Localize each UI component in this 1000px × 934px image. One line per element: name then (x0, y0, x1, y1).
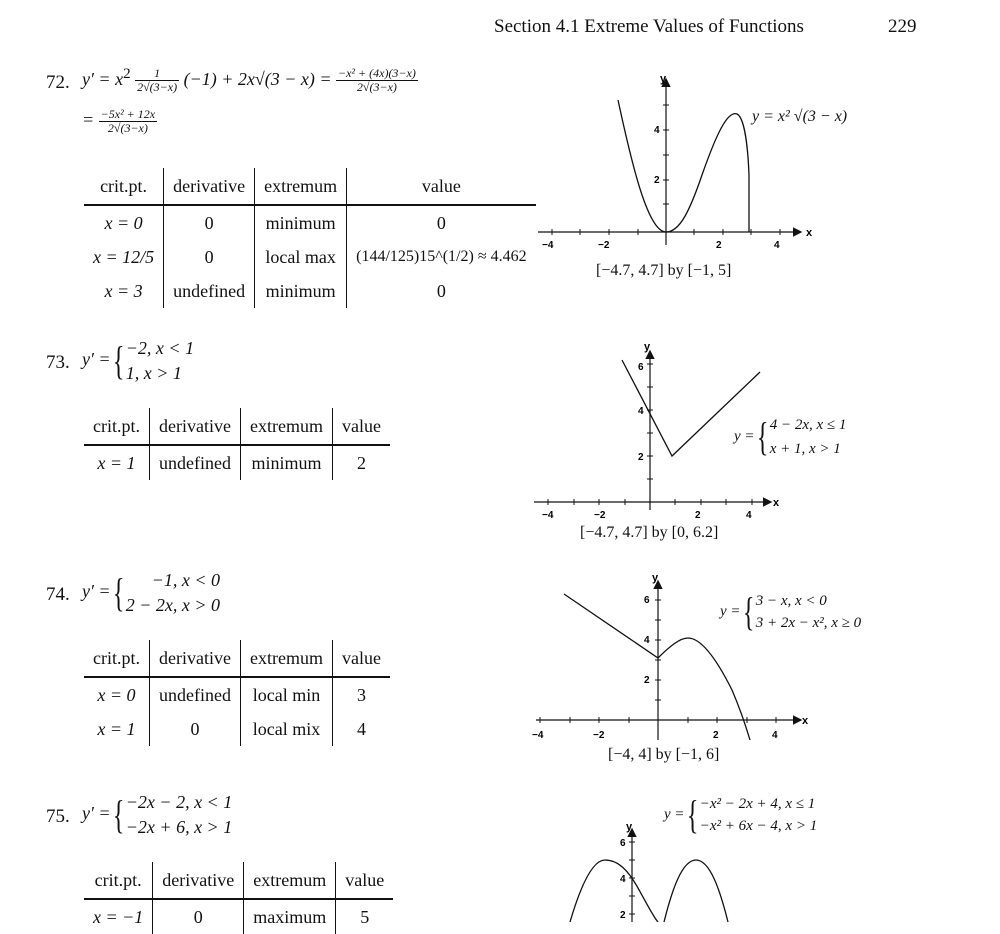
curve (664, 860, 728, 922)
crit-table-72 (84, 168, 536, 308)
table-row (84, 677, 390, 712)
problem-73-derivative: y′ ={ −2, x < 1 1, x > 1 (82, 338, 195, 383)
tick-label: 6 (644, 595, 650, 606)
cell: x = 12/5 (93, 246, 155, 267)
cell: 5 (336, 899, 393, 934)
x-axis-label: x (806, 227, 813, 239)
crit-table-74 (84, 640, 390, 746)
graph-74-function: y ={ 3 − x, x < 0 3 + 2x − x², x ≥ 0 (720, 589, 862, 634)
cell: 2 (332, 445, 389, 480)
cell: local min (240, 677, 332, 712)
cell: local max (255, 240, 347, 274)
cell: undefined (150, 445, 241, 480)
table-row (84, 240, 536, 274)
cell: x = 0 (104, 212, 143, 233)
col-header: value (332, 408, 389, 445)
tick-label: −4 (542, 510, 554, 520)
cell: x = 1 (97, 718, 136, 739)
graph-73-function: y ={ 4 − 2x, x ≤ 1 x + 1, x > 1 (734, 414, 847, 459)
tick-label: 2 (716, 240, 722, 250)
cell: x = 1 (97, 452, 136, 473)
tick-label: −4 (532, 730, 544, 741)
graph-75-function: y ={ −x² − 2x + 4, x ≤ 1 −x² + 6x − 4, x > 1 (664, 792, 818, 837)
graph-72-function: y = x² √(3 − x) (752, 108, 848, 125)
col-header: value (347, 168, 536, 205)
cell: minimum (255, 205, 347, 240)
col-header: derivative (153, 862, 244, 899)
tick-label: 6 (638, 362, 644, 373)
col-header: crit.pt. (84, 168, 164, 205)
col-header: extremum (240, 640, 332, 677)
problem-73-number: 73. (46, 352, 70, 373)
problem-72-derivative: $y' = x^2$ $\frac{1}{2√(3-x)}$ (−1) + 2x√(3 − x) = $\frac{\text{−x² + (4x)(3−x)}}{2√(3-x)}$ (82, 66, 416, 95)
y-axis-label: y (626, 821, 633, 833)
tick-label: −2 (593, 730, 605, 741)
tick-label: 4 (774, 240, 780, 250)
tick-label: 2 (638, 452, 644, 463)
x-axis-label: x (773, 497, 780, 509)
page-number: 229 (888, 16, 917, 37)
tick-label: −2 (598, 240, 610, 250)
tick-label: 4 (746, 510, 752, 520)
col-header: crit.pt. (84, 862, 153, 899)
y-axis-label: y (660, 73, 667, 85)
table-header (84, 408, 390, 445)
tick-label: 4 (638, 406, 644, 417)
section-title: Section 4.1 Extreme Values of Functions (494, 16, 804, 37)
y-axis-label: y (652, 572, 659, 584)
problem-75-number: 75. (46, 806, 70, 827)
table-header (84, 168, 536, 205)
problem-74-derivative: y′ ={ −1, x < 0 2 − 2x, x > 0 (82, 570, 221, 615)
cell: x = 3 (104, 280, 143, 301)
col-header: crit.pt. (84, 408, 150, 445)
cell: 0 (347, 274, 536, 308)
col-header: extremum (244, 862, 336, 899)
tick-label: 2 (644, 675, 650, 686)
table-row (84, 205, 536, 240)
tick-label: 2 (620, 910, 626, 921)
graph-72-window: [−4.7, 4.7] by [−1, 5] (596, 262, 732, 279)
cell: maximum (244, 899, 336, 934)
table-row (84, 899, 393, 934)
tick-label: 4 (620, 874, 626, 885)
table-row (84, 445, 390, 480)
cell: undefined (150, 677, 241, 712)
crit-table-75 (84, 862, 393, 934)
cell: 0 (347, 205, 536, 240)
cell: x = −1 (93, 906, 144, 927)
table-header (84, 640, 390, 677)
col-header: value (332, 640, 389, 677)
tick-label: 4 (772, 730, 778, 741)
col-header: derivative (150, 640, 241, 677)
cell: local mix (240, 712, 332, 746)
problem-74-number: 74. (46, 584, 70, 605)
graph-74-window: [−4, 4] by [−1, 6] (608, 746, 720, 763)
crit-table-73 (84, 408, 390, 480)
cell: 0 (164, 240, 255, 274)
table-row (84, 274, 536, 308)
table-row (84, 712, 390, 746)
cell: (144/125)15^(1/2) ≈ 4.462 (347, 240, 536, 274)
col-header: derivative (164, 168, 255, 205)
col-header: extremum (240, 408, 332, 445)
cell: 3 (332, 677, 389, 712)
cell: 0 (150, 712, 241, 746)
tick-label: −4 (542, 240, 554, 250)
y-axis-label: y (644, 341, 651, 353)
cell: minimum (240, 445, 332, 480)
x-axis-label: x (802, 715, 809, 727)
cell: undefined (164, 274, 255, 308)
col-header: value (336, 862, 393, 899)
table-header (84, 862, 393, 899)
cell: 4 (332, 712, 389, 746)
cell: 0 (164, 205, 255, 240)
cell: x = 0 (97, 684, 136, 705)
col-header: derivative (150, 408, 241, 445)
graph-73-window: [−4.7, 4.7] by [0, 6.2] (580, 524, 719, 541)
curve (618, 100, 749, 232)
problem-75-derivative: y′ ={ −2x − 2, x < 1 −2x + 6, x > 1 (82, 792, 233, 837)
tick-label: 6 (620, 838, 626, 849)
tick-label: −2 (594, 510, 606, 520)
tick-label: 2 (654, 175, 660, 186)
tick-label: 2 (713, 730, 719, 741)
tick-label: 4 (654, 125, 660, 136)
tick-label: 2 (695, 510, 701, 520)
cell: 0 (153, 899, 244, 934)
graph-72 (530, 70, 830, 250)
cell: minimum (255, 274, 347, 308)
tick-label: 4 (644, 635, 650, 646)
problem-72-number: 72. (46, 72, 70, 93)
problem-72-simplified: = $\frac{\text{−5x² + 12x}}{2√(3-x)}$ (82, 107, 156, 135)
col-header: crit.pt. (84, 640, 150, 677)
col-header: extremum (255, 168, 347, 205)
curve (570, 860, 658, 922)
